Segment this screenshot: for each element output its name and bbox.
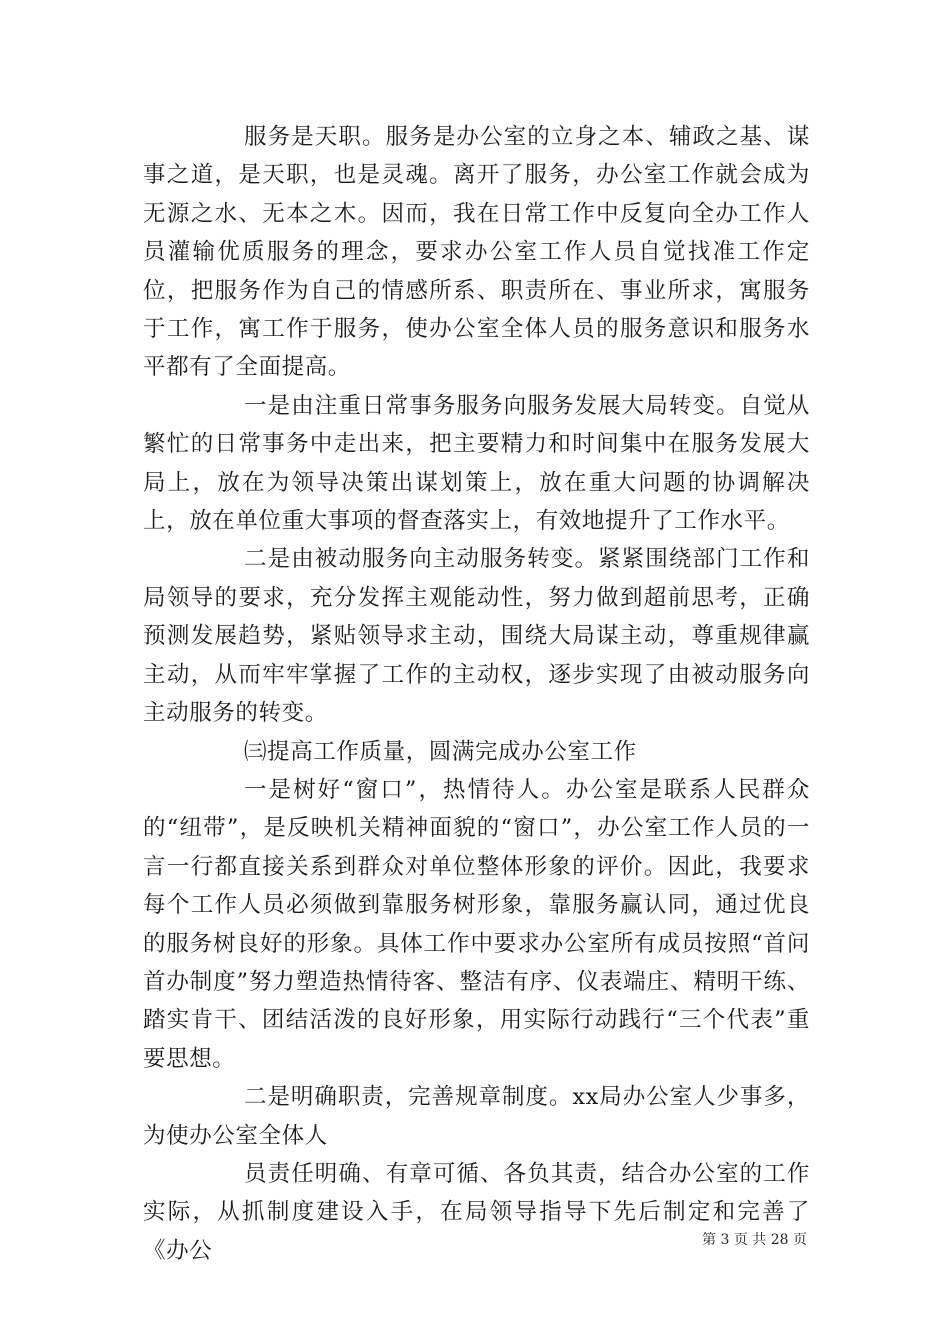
paragraph-responsibilities-continued: 员责任明确、有章可循、各负其责，结合办公室的工作实际，从抓制度建设入手，在局领导指导下先后制定和完善了《办公 bbox=[143, 1160, 810, 1264]
section-heading-three: ㈢提高工作质量，圆满完成办公室工作 bbox=[244, 738, 637, 765]
paragraph-clarify-duties: 二是明确职责，完善规章制度。xx局办公室人少事多，为使办公室全体人 bbox=[143, 1084, 810, 1149]
page-number-footer: 第 3 页 共 28 页 bbox=[702, 1232, 807, 1248]
paragraph-point-two-proactive: 二是由被动服务向主动服务转变。紧紧围绕部门工作和局领导的要求，充分发挥主观能动性，努力做到超前思考，正确预测发展趋势，紧贴领导求主动，围绕大局谋主动，尊重规律赢主动，从而牢牢掌握了工作的主动权，逐步实现了由被动服务向主动服务的转变。 bbox=[143, 546, 810, 727]
document-body bbox=[143, 118, 810, 1270]
paragraph-point-one-big-picture: 一是由注重日常事务服务向服务发展大局转变。自觉从繁忙的日常事务中走出来，把主要精力和时间集中在服务发展大局上，放在为领导决策出谋划策上，放在重大问题的协调解决上，放在单位重大事项的督查落实上，有效地提升了工作水平。 bbox=[143, 392, 810, 535]
paragraph-service-is-duty: 服务是天职。服务是办公室的立身之本、辅政之基、谋事之道，是天职，也是灵魂。离开了服务，办公室工作就会成为无源之水、无本之木。因而，我在日常工作中反复向全办工作人员灌输优质服务的理念，要求办公室工作人员自觉找准工作定位，把服务作为自己的情感所系、职责所在、事业所求，寓服务于工作，寓工作于服务，使办公室全体人员的服务意识和服务水平都有了全面提高。 bbox=[143, 124, 810, 381]
paragraph-window-image: 一是树好“窗口”，热情待人。办公室是联系人民群众的“纽带”，是反映机关精神面貌的“窗口”，办公室工作人员的一言一行都直接关系到群众对单位整体形象的评价。因此，我要求每个工作人员必须做到靠服务树形象，靠服务赢认同，通过优良的服务树良好的形象。具体工作中要求办公室所有成员按照“首问首办制度”努力塑造热情待客、整洁有序、仪表端庄、精明干练、踏实肯干、团结活泼的良好形象，用实际行动践行“三个代表”重要思想。 bbox=[143, 776, 810, 1072]
